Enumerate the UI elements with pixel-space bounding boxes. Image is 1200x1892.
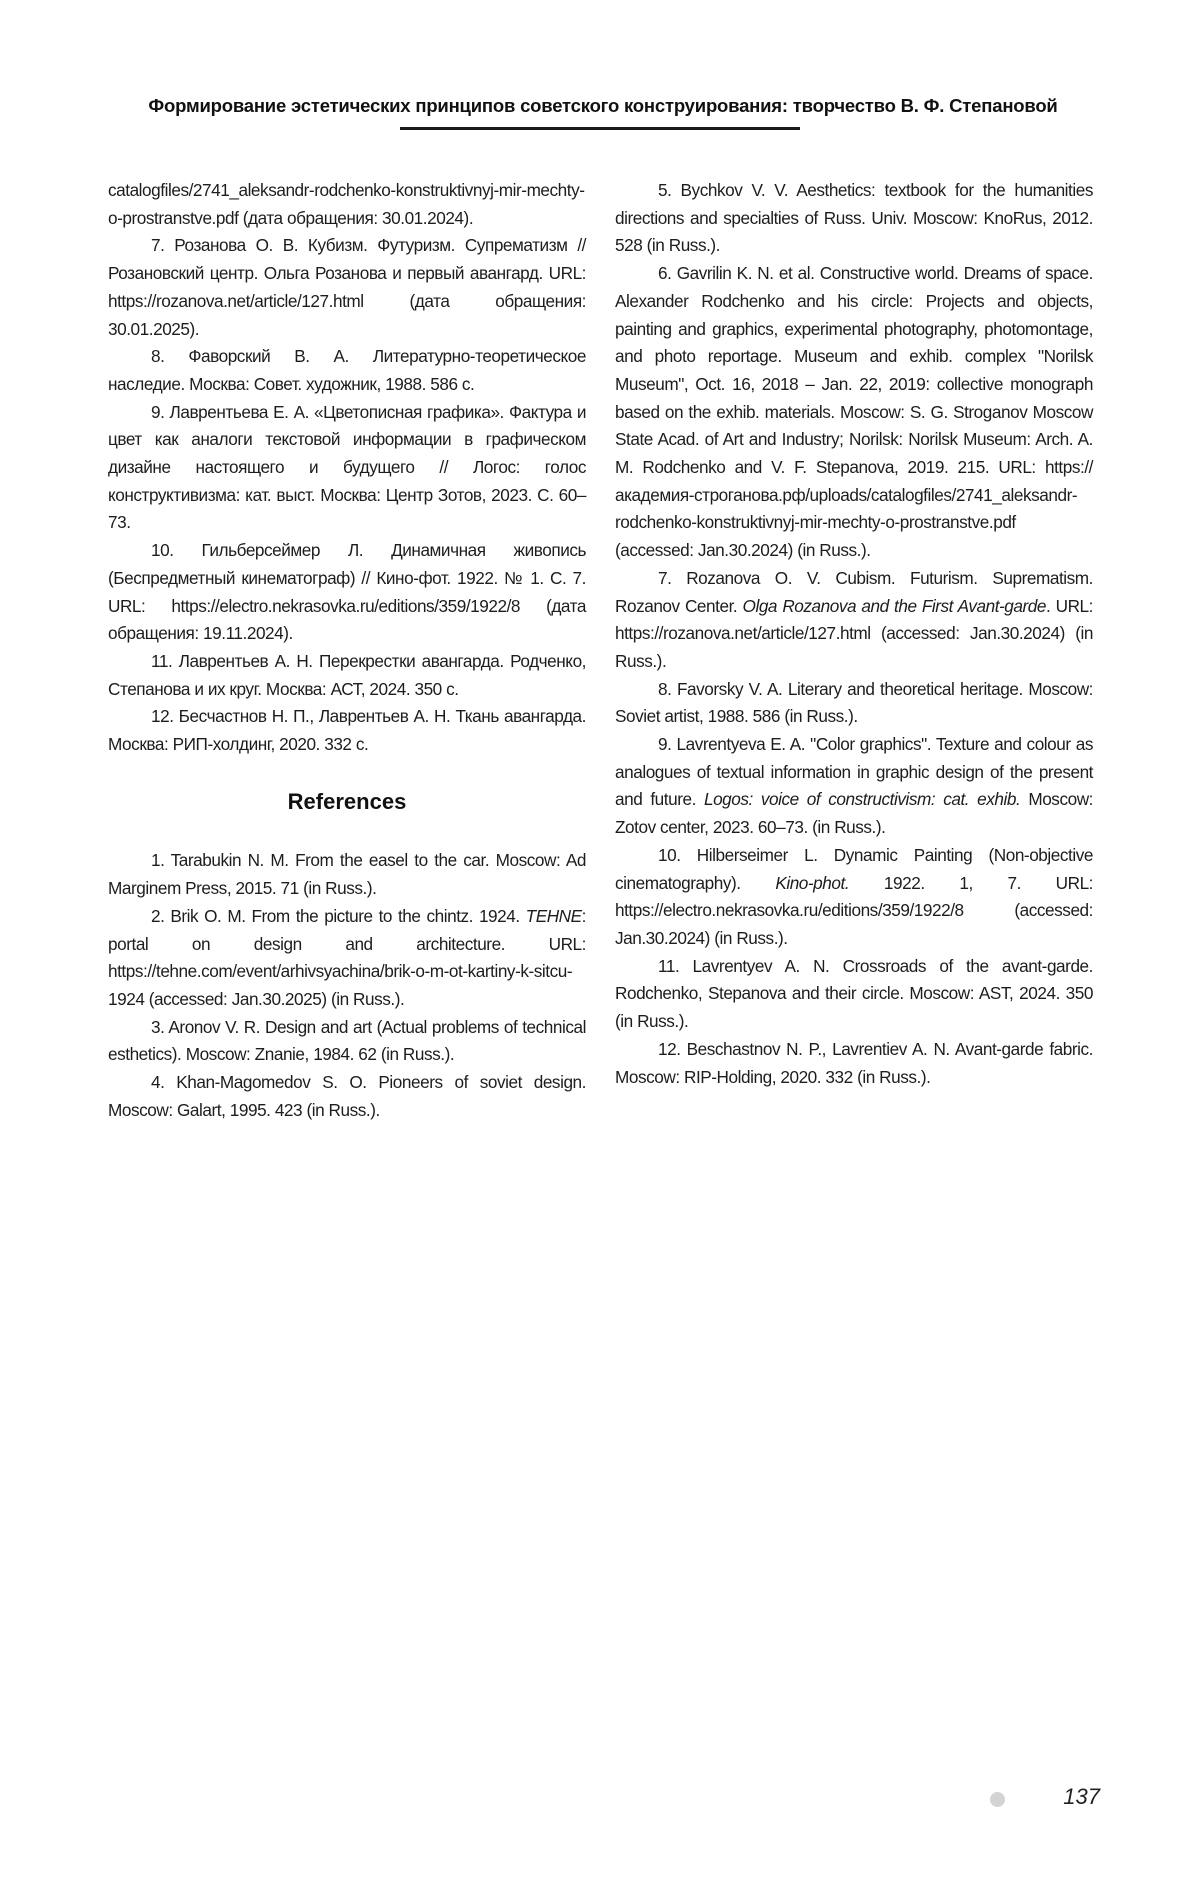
- reference-ru-11: 11. Лаврентьев А. Н. Перекрестки авангарда. Родченко, Степанова и их круг. Москва: АСТ, 2024. 350 с.: [108, 650, 586, 699]
- page-marker-dot-icon: [990, 1792, 1005, 1807]
- reference-en-7-lead: 7. Rozanova O. V. Cubism. Futurism. Suprematism. Rozanov Center.: [615, 567, 1093, 616]
- reference-en-7: [615, 565, 1093, 676]
- reference-ru-12: 12. Бесчастнов Н. П., Лаврентьев А. Н. Ткань авангарда. Москва: РИП-холдинг, 2020. 332 с.: [108, 706, 586, 755]
- reference-en-2: [108, 903, 586, 1014]
- reference-en-2-italic: TEHNE: [525, 905, 582, 926]
- reference-en-6: 6. Gavrilin K. N. et al. Constructive world. Dreams of space. Alexander Rodchenko and his circle: Projects and objects, painting and graphics, experimental photography, photomontage, and photo reportage. Museum and exhib. complex "Norilsk Museum", Oct. 16, 2018 – Jan. 22, 2019: collective monograph based on the exhib. materials. Moscow: S. G. Stroganov Moscow State Acad. of Art and Industry; Norilsk: Norilsk Museum: Arch. A. M. Rodchenko and V. F. Stepanova, 2019. 215. URL: https://академия-строганова.рф/uploads/catalogfiles/2741_aleksandr-rodchenko-konstruktivnyj-mir-mechty-o-prostranstve.pdf (accessed: Jan.30.2024) (in Russ.).: [615, 263, 1093, 561]
- reference-en-5: 5. Bychkov V. V. Aesthetics: textbook for the humanities directions and specialties of Russ. Univ. Moscow: KnoRus, 2012. 528 (in Russ.).: [615, 180, 1093, 256]
- reference-ru-7: 7. Розанова О. В. Кубизм. Футуризм. Супрематизм // Розановский центр. Ольга Розанова и первый авангард. URL: https://rozanova.net/article/127.html (дата обращения: 30.01.2025).: [108, 235, 586, 339]
- reference-ru-8: 8. Фаворский В. А. Литературно-теоретическое наследие. Москва: Совет. художник, 1988. 586 с.: [108, 346, 586, 394]
- header-rule: [400, 127, 800, 130]
- reference-en-2-tail: : portal on design and architecture. URL: https://tehne.com/event/arhivsyachina/brik-o-m-ot-kartiny-k-sitcu-1924 (accessed: Jan.30.2025) (in Russ.).: [108, 905, 586, 1009]
- reference-en-4: 4. Khan-Magomedov S. O. Pioneers of soviet design. Moscow: Galart, 1995. 423 (in Russ.).: [108, 1072, 586, 1120]
- reference-en-11: 11. Lavrentyev A. N. Crossroads of the avant-garde. Rodchenko, Stepanova and their circle. Moscow: AST, 2024. 350 (in Russ.).: [615, 955, 1093, 1032]
- reference-ru-10: 10. Гильберсеймер Л. Динамичная живопись (Беспредметный кинематограф) // Кино-фот. 1922. № 1. С. 7. URL: https://electro.nekrasovka.ru/editions/359/1922/8 (дата обращения: 19.11.2024).: [108, 540, 586, 644]
- reference-en-12: 12. Beschastnov N. P., Lavrentiev A. N. Avant-garde fabric. Moscow: RIP-Holding, 2020. 332 (in Russ.).: [615, 1038, 1093, 1087]
- left-column: [108, 177, 586, 1125]
- reference-en-10: [615, 842, 1093, 953]
- page-footer: [990, 1784, 1100, 1814]
- reference-en-9-tail: Moscow: Zotov center, 2023. 60–73. (in Russ.).: [615, 789, 1093, 838]
- reference-en-2-lead: 2. Brik O. M. From the picture to the chintz. 1924.: [151, 905, 526, 926]
- reference-en-9-italic: Logos: voice of constructivism: cat. exhib.: [703, 789, 1021, 810]
- reference-ru-9: 9. Лаврентьева Е. А. «Цветописная графика». Фактура и цвет как аналоги текстовой информации в графическом дизайне настоящего и будущего // Логос: голос конструктивизма: кат. выст. Москва: Центр Зотов, 2023. С. 60–73.: [108, 401, 586, 533]
- reference-en-10-italic: Kino-phot.: [775, 872, 850, 893]
- reference-en-10-tail: 1922. 1, 7. URL: https://electro.nekrasovka.ru/editions/359/1922/8 (accessed: Jan.30.2024) (in Russ.).: [615, 872, 1093, 948]
- reference-en-8: 8. Favorsky V. A. Literary and theoretical heritage. Moscow: Soviet artist, 1988. 586 (in Russ.).: [615, 678, 1093, 727]
- running-header: Формирование эстетических принципов советского конструирования: творчество В. Ф. Степановой: [148, 95, 1058, 116]
- reference-en-7-tail: . URL: https://rozanova.net/article/127.html (accessed: Jan.30.2024) (in Russ.).: [615, 595, 1093, 671]
- right-column: [615, 177, 1093, 1091]
- references-heading: References: [287, 788, 407, 814]
- reference-en-7-italic: Olga Rozanova and the First Avant-garde: [742, 595, 1047, 616]
- reference-en-9: [615, 731, 1093, 842]
- page-number: 137: [1063, 1784, 1100, 1809]
- reference-continuation: catalogfiles/2741_aleksandr-rodchenko-konstruktivnyj-mir-mechty-o-prostranstve.pdf (дата обращения: 30.01.2024).: [108, 180, 585, 228]
- reference-en-10-lead: 10. Hilberseimer L. Dynamic Painting (Non-objective cinematography).: [615, 844, 1093, 893]
- reference-en-9-lead: 9. Lavrentyeva E. A. "Color graphics". Texture and colour as analogues of textual information in graphic design of the present and future.: [615, 734, 1093, 810]
- reference-en-1: 1. Tarabukin N. M. From the easel to the car. Moscow: Ad Marginem Press, 2015. 71 (in Russ.).: [108, 850, 586, 899]
- reference-en-3: 3. Aronov V. R. Design and art (Actual problems of technical esthetics). Moscow: Znanie, 1984. 62 (in Russ.).: [108, 1016, 586, 1065]
